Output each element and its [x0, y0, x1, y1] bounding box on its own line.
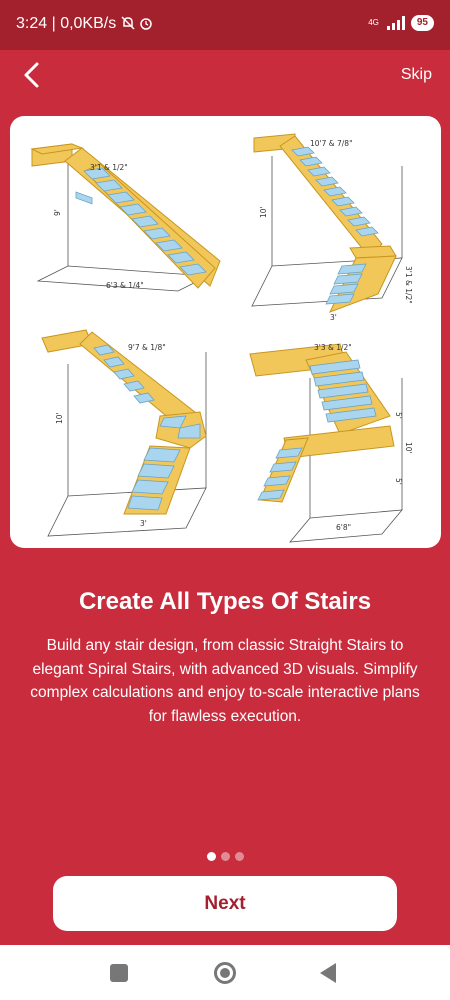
stairs-illustration-card: [10, 116, 441, 548]
status-right: [368, 15, 434, 31]
straight-stair-drawing: [32, 144, 220, 291]
dimension-label: 3'3 & 1/2": [314, 343, 352, 352]
dimension-label: 5': [394, 478, 403, 485]
chevron-left-icon[interactable]: [18, 60, 48, 90]
status-bar: [0, 0, 450, 50]
system-nav-bar: [0, 945, 450, 1000]
dimension-label: 10'7 & 7/8": [310, 139, 353, 148]
dimension-label: 6'3 & 1/4": [106, 281, 144, 290]
mute-bell-icon: [121, 16, 135, 30]
onboarding-description: Build any stair design, from classic Straight Stairs to elegant Spiral Stairs, with advanced 3D visuals. Simplify complex calculations and enjoy to-scale interactive plans for flawless execution.: [30, 637, 420, 725]
pager-dot-active[interactable]: [207, 852, 216, 861]
dimension-label: 9': [53, 209, 62, 216]
recents-icon[interactable]: [110, 964, 128, 982]
signal-icon: [387, 16, 405, 30]
dimension-label: 9'7 & 1/8": [128, 343, 166, 352]
landing-stair-drawing: [250, 343, 413, 542]
onboarding-title: Create All Types Of Stairs: [78, 588, 372, 615]
dimension-label: 3'1 & 1/2": [404, 266, 413, 304]
pager-dot[interactable]: [221, 852, 230, 861]
dimension-label: 3'1 & 1/2": [90, 163, 128, 172]
dimension-label: 3': [330, 313, 337, 322]
winder-stair-drawing: [42, 330, 206, 536]
l-shaped-stair-drawing: [252, 134, 413, 322]
dimension-label: 3': [140, 519, 147, 528]
alarm-icon: [139, 16, 153, 30]
home-icon[interactable]: [214, 962, 236, 984]
next-button[interactable]: Next: [53, 876, 397, 931]
dimension-label: 10': [55, 412, 64, 424]
pager-dot[interactable]: [235, 852, 244, 861]
battery-icon: 95: [411, 15, 434, 31]
dimension-label: 10': [259, 206, 268, 218]
network-type: 4G: [368, 18, 379, 27]
pager-dots: [0, 852, 450, 861]
dimension-label: 6'8": [336, 523, 352, 532]
back-triangle-icon[interactable]: [320, 963, 336, 983]
skip-button[interactable]: Skip: [400, 66, 432, 83]
status-time: 3:24 | 0,0KB/s: [16, 15, 153, 33]
dimension-label: 5': [394, 412, 403, 419]
dimension-label: 10': [404, 442, 413, 454]
top-bar: [0, 58, 450, 94]
stairs-illustration: [10, 116, 441, 548]
